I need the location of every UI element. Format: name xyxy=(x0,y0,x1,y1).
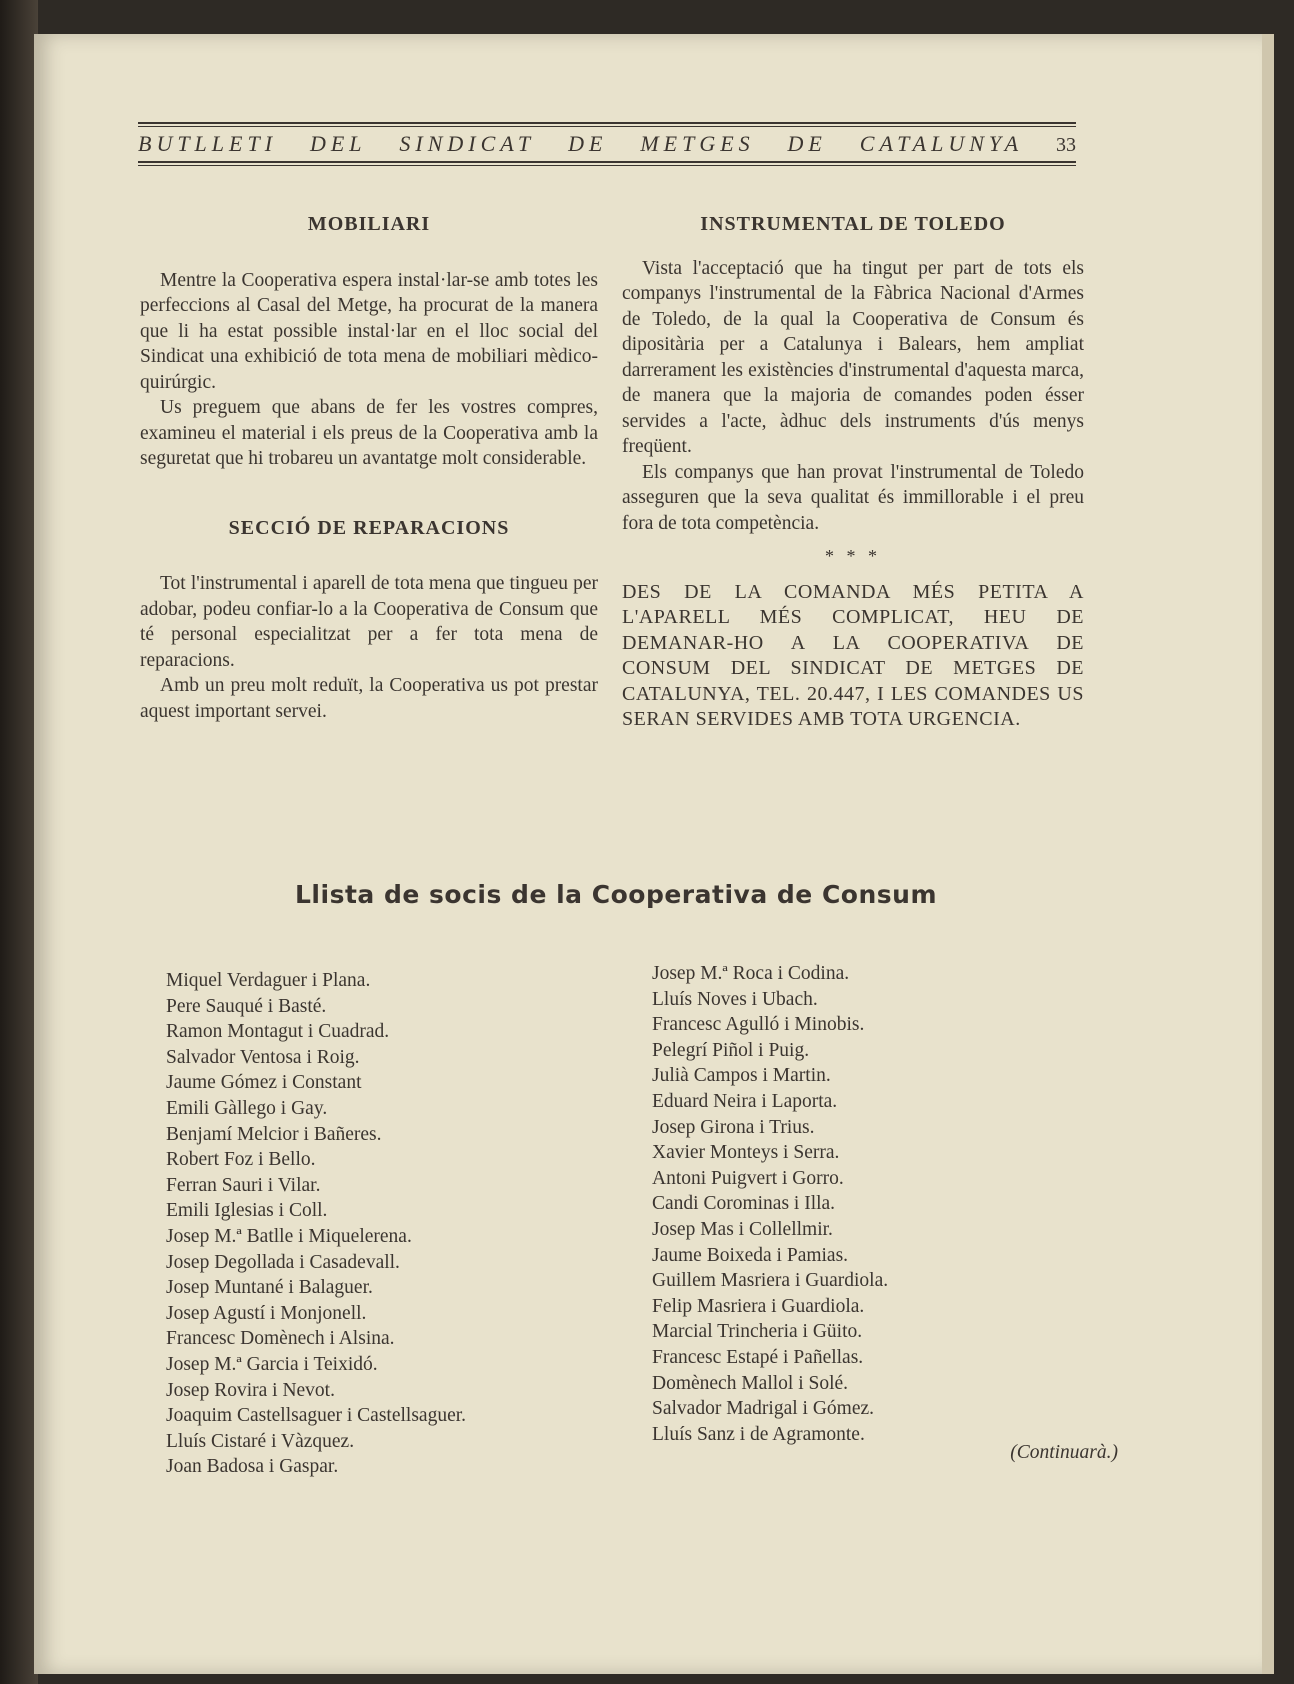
header-word: DEL xyxy=(309,131,367,156)
book-spine xyxy=(0,0,38,1684)
list-item: Felip Masriera i Guardiola. xyxy=(652,1295,865,1317)
list-item: Marcial Trincheria i Güito. xyxy=(652,1321,863,1343)
list-item: Benjamí Melcior i Bañeres. xyxy=(166,1123,382,1145)
list-item: Candi Corominas i Illa. xyxy=(652,1193,836,1215)
header-word: SINDICAT xyxy=(399,131,536,156)
list-item: Salvador Madrigal i Gómez. xyxy=(652,1398,875,1420)
list-item: Ramon Montagut i Cuadrad. xyxy=(166,1021,390,1043)
list-item: Francesc Agulló i Minobis. xyxy=(652,1014,865,1036)
list-item: Josep M.ª Garcia i Teixidó. xyxy=(166,1353,378,1375)
list-item: Miquel Verdaguer i Plana. xyxy=(166,970,371,991)
list-item: Josep M.ª Roca i Codina. xyxy=(652,963,850,984)
list-item: Salvador Ventosa i Roig. xyxy=(166,1046,360,1068)
list-item: Lluís Cistaré i Vàzquez. xyxy=(166,1430,355,1452)
list-item: Antoni Puigvert i Gorro. xyxy=(652,1167,844,1189)
continued-note: (Continuarà.) xyxy=(1010,1442,1118,1463)
paragraph: Tot l'instrumental i aparell de tota mena que tingueu per adobar, podeu confiar-lo a la Cooperativa de Consum que té personal especialitzat per a fer tota mena de reparacions. xyxy=(140,573,598,671)
list-item: Xavier Monteys i Serra. xyxy=(652,1142,840,1164)
header-word: BUTLLETI xyxy=(138,131,278,156)
list-item: Guillem Masriera i Guardiola. xyxy=(652,1270,889,1292)
list-item: Emili Iglesias i Coll. xyxy=(166,1200,328,1222)
list-item: Josep Agustí i Monjonell. xyxy=(166,1302,367,1324)
paragraph: Us preguem que abans de fer les vostres compres, examineu el material i els preus de la Cooperativa amb la seguretat que hi trobareu un avantatge molt considerable. xyxy=(140,397,598,469)
list-item: Ferran Sauri i Vilar. xyxy=(166,1174,321,1196)
header-word: DE xyxy=(568,131,608,156)
header-word: CATALUNYA xyxy=(859,131,1024,156)
list-item: Francesc Domènech i Alsina. xyxy=(166,1328,395,1350)
page-number: 33 xyxy=(1055,134,1076,156)
list-item: Francesc Estapé i Pañellas. xyxy=(652,1346,864,1368)
list-item: Lluís Noves i Ubach. xyxy=(652,988,818,1010)
list-item: Josep Girona i Trius. xyxy=(652,1116,815,1138)
list-item: Jaume Gómez i Constant xyxy=(166,1072,362,1094)
paragraph: Amb un preu molt reduït, la Cooperativa us pot prestar aquest important servei. xyxy=(140,675,598,722)
list-item: Pelegrí Piñol i Puig. xyxy=(652,1039,810,1061)
running-header xyxy=(138,122,1076,166)
list-item: Julià Campos i Martin. xyxy=(652,1065,831,1087)
header-bottom-rule xyxy=(138,161,1076,166)
section-heading-reparacions: SECCIÓ DE REPARACIONS xyxy=(228,516,510,539)
separator-stars: * * * xyxy=(825,546,881,566)
paragraph: Vista l'acceptació que ha tingut per part de tots els companys l'instrumental de la Fàbrica Nacional d'Armes de Toledo, de la qual la Cooperativa de Consum és dipositària per a Catalunya i Balears, hem ampliat darrerament les existències d'instrumental d'aquesta marca, de manera que la majoria de comandes poden ésser servides a l'acte, àdhuc dels instruments d'ús menys freqüent. xyxy=(622,257,1084,457)
section-heading-toledo: INSTRUMENTAL DE TOLEDO xyxy=(700,213,1006,235)
list-item: Josep Muntané i Balaguer. xyxy=(166,1277,373,1299)
list-item: Jaume Boixeda i Pamias. xyxy=(652,1244,849,1266)
order-notice: DES DE LA COMANDA MÉS PETITA A L'APARELL MÉS COMPLICAT, HEU DE DEMANAR-HO A LA COOPERATIVA DE CONSUM DEL SINDICAT DE METGES DE CATALUNYA, TEL. 20.447, I LES COMANDES US SERAN SERVIDES AMB TOTA URGENCIA. xyxy=(622,580,1084,730)
list-item: Domènech Mallol i Solé. xyxy=(652,1372,849,1394)
list-item: Josep Degollada i Casadevall. xyxy=(166,1251,400,1273)
list-item: Joaquim Castellsaguer i Castellsaguer. xyxy=(166,1405,467,1427)
list-item: Josep M.ª Batlle i Miquelerena. xyxy=(166,1225,412,1247)
list-item: Robert Foz i Bello. xyxy=(166,1149,316,1171)
paragraph: Els companys que han provat l'instrumental de Toledo asseguren que la seva qualitat és immillorable i el preu fora de tota competència. xyxy=(622,461,1084,534)
list-item: Joan Badosa i Gaspar. xyxy=(166,1456,339,1478)
members-list-title: Llista de socis de la Cooperativa de Consum xyxy=(295,880,937,909)
members-list-left xyxy=(166,968,586,1480)
header-title xyxy=(138,127,1076,161)
list-item: Emili Gàllego i Gay. xyxy=(166,1097,328,1119)
list-item: Eduard Neira i Laporta. xyxy=(652,1090,838,1112)
left-column xyxy=(140,212,598,724)
section-heading-mobiliari: MOBILIARI xyxy=(307,213,431,235)
header-word: METGES xyxy=(640,131,755,156)
header-word: DE xyxy=(787,131,827,156)
list-item: Lluís Sanz i de Agramonte. xyxy=(652,1423,865,1445)
list-item: Josep Mas i Collellmir. xyxy=(652,1218,833,1240)
list-item: Pere Sauqué i Basté. xyxy=(166,995,327,1017)
right-column xyxy=(622,212,1084,733)
page-edge xyxy=(1262,34,1274,1674)
paragraph: Mentre la Cooperativa espera instal·lar-se amb totes les perfeccions al Casal del Metge, ha procurat de la manera que li ha estat possible instal·lar en el lloc social del Sindicat una exhibició de tota mena de mobiliari mèdico-quirúrgic. xyxy=(140,269,598,393)
list-item: Josep Rovira i Nevot. xyxy=(166,1379,335,1401)
members-list-right xyxy=(652,961,1072,1447)
